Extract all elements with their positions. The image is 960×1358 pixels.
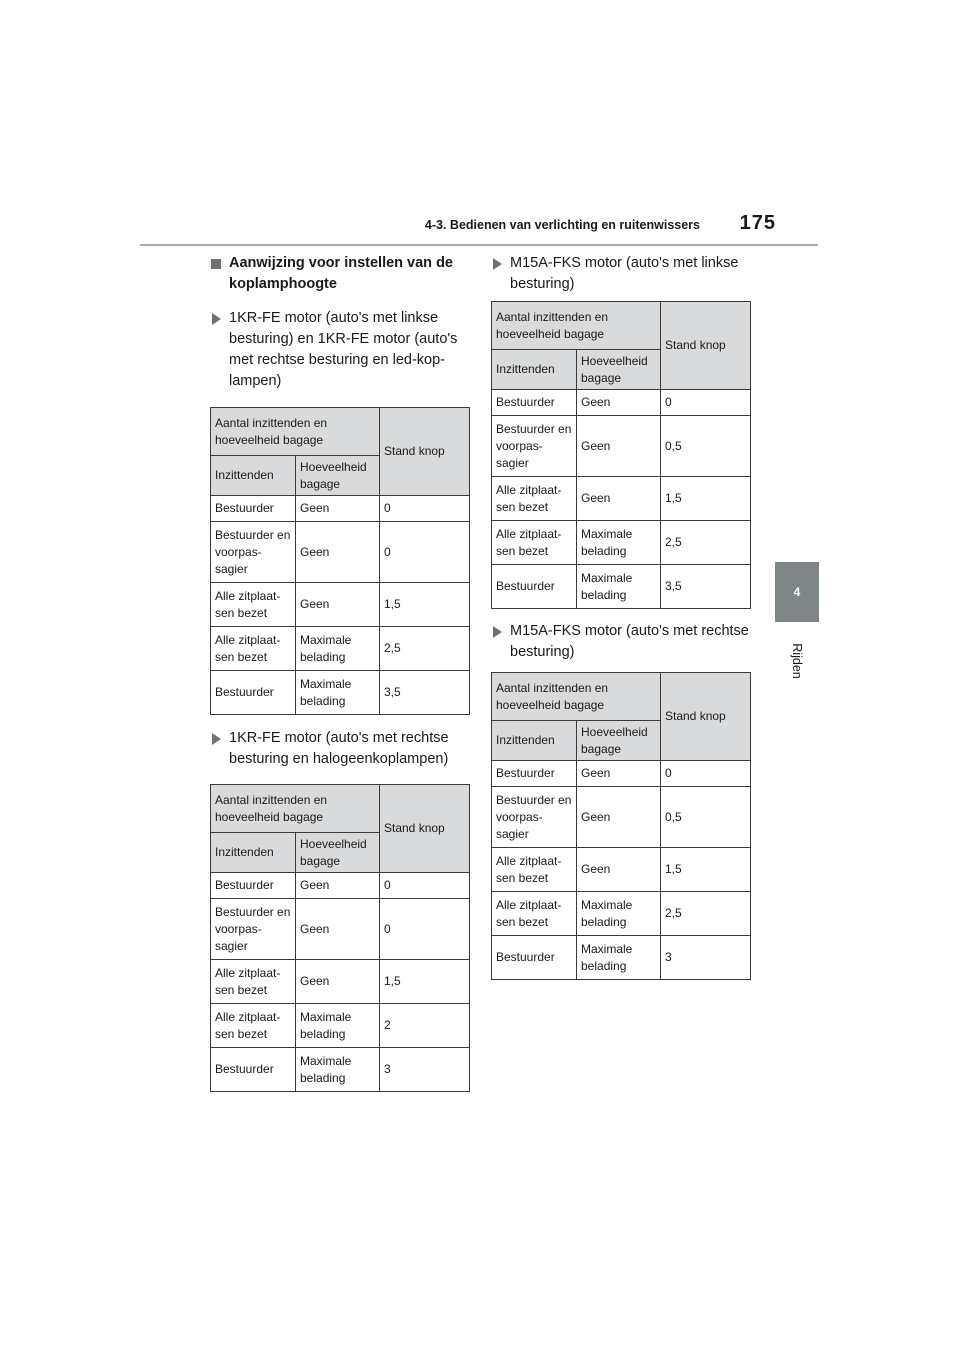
header-knob-position: Stand knop (661, 673, 751, 761)
cell-knob-position: 1,5 (380, 960, 470, 1004)
header-occupants-luggage: Aantal inzittenden en hoeveelheid bagage (492, 673, 661, 721)
table-row (211, 899, 470, 960)
cell-occupants: Bestuurder (492, 390, 577, 416)
cell-knob-position: 0 (661, 390, 751, 416)
header-occupants: Inzittenden (211, 456, 296, 496)
cell-occupants: Bestuurder (211, 496, 296, 522)
cell-occupants: Bestuurder (492, 761, 577, 787)
cell-knob-position: 3,5 (380, 671, 470, 715)
cell-knob-position: 0 (380, 873, 470, 899)
cell-occupants: Alle zitplaat-sen bezet (211, 583, 296, 627)
cell-occupants: Bestuurder (492, 565, 577, 609)
left-column (210, 253, 470, 1092)
table-row (492, 761, 751, 787)
subheading-1kr-rhd-halogen (210, 728, 470, 770)
cell-knob-position: 1,5 (380, 583, 470, 627)
table-header-row (492, 302, 751, 350)
cell-knob-position: 1,5 (661, 477, 751, 521)
triangle-bullet-icon (493, 626, 502, 638)
cell-luggage: Geen (577, 390, 661, 416)
header-knob-position: Stand knop (380, 785, 470, 873)
table-row (492, 848, 751, 892)
cell-occupants: Alle zitplaat-sen bezet (211, 960, 296, 1004)
table-header-row (211, 785, 470, 833)
table-row (211, 960, 470, 1004)
subheading-text: 1KR-FE motor (auto's met rechtse besturing en halogeenkoplampen) (229, 730, 449, 767)
chapter-label: Rijden (790, 643, 804, 679)
table-row (211, 873, 470, 899)
cell-occupants: Bestuurder en voorpas-sagier (492, 787, 577, 848)
section-heading (210, 253, 470, 295)
cell-luggage: Geen (296, 583, 380, 627)
header-occupants: Inzittenden (492, 721, 577, 761)
cell-luggage: Geen (296, 899, 380, 960)
table-row (211, 522, 470, 583)
table-header-row (211, 408, 470, 456)
spec-table-1kr-lhd (210, 407, 470, 715)
subheading-m15a-rhd (491, 621, 751, 663)
spec-table-m15a-lhd (491, 301, 751, 609)
header-knob-position: Stand knop (661, 302, 751, 390)
cell-occupants: Alle zitplaat-sen bezet (211, 1004, 296, 1048)
header-occupants: Inzittenden (211, 833, 296, 873)
header-occupants-luggage: Aantal inzittenden en hoeveelheid bagage (211, 408, 380, 456)
cell-knob-position: 2,5 (661, 892, 751, 936)
cell-luggage: Geen (577, 416, 661, 477)
subheading-m15a-lhd (491, 253, 751, 295)
table-row (211, 1048, 470, 1092)
cell-luggage: Geen (577, 848, 661, 892)
cell-knob-position: 2,5 (661, 521, 751, 565)
table-row (492, 892, 751, 936)
triangle-bullet-icon (212, 733, 221, 745)
cell-luggage: Geen (296, 873, 380, 899)
cell-occupants: Alle zitplaat-sen bezet (492, 892, 577, 936)
table-row (211, 627, 470, 671)
cell-occupants: Bestuurder (492, 936, 577, 980)
table-row (492, 416, 751, 477)
cell-luggage: Geen (296, 496, 380, 522)
table-row (492, 477, 751, 521)
page-number: 175 (739, 212, 776, 234)
cell-luggage: Geen (296, 960, 380, 1004)
table-row (492, 390, 751, 416)
cell-knob-position: 0 (380, 899, 470, 960)
header-luggage: Hoeveelheid bagage (296, 833, 380, 873)
cell-knob-position: 3 (380, 1048, 470, 1092)
header-luggage: Hoeveelheid bagage (577, 721, 661, 761)
header-occupants: Inzittenden (492, 350, 577, 390)
cell-occupants: Alle zitplaat-sen bezet (492, 477, 577, 521)
square-bullet-icon (211, 259, 221, 269)
header-knob-position: Stand knop (380, 408, 470, 496)
cell-luggage: Geen (577, 761, 661, 787)
cell-luggage: Maximale belading (296, 627, 380, 671)
cell-knob-position: 1,5 (661, 848, 751, 892)
cell-knob-position: 2,5 (380, 627, 470, 671)
subheading-text: M15A-FKS motor (auto's met linkse besturing) (510, 255, 739, 292)
table-header-row (492, 673, 751, 721)
cell-luggage: Maximale belading (296, 671, 380, 715)
section-title: 4-3. Bedienen van verlichting en ruitenwissers (424, 218, 700, 232)
header-occupants-luggage: Aantal inzittenden en hoeveelheid bagage (492, 302, 661, 350)
chapter-tab: 4 (775, 562, 819, 622)
cell-occupants: Bestuurder (211, 873, 296, 899)
cell-knob-position: 0 (380, 522, 470, 583)
cell-occupants: Bestuurder en voorpas-sagier (211, 899, 296, 960)
table-row (492, 521, 751, 565)
subheading-text: 1KR-FE motor (auto's met linkse besturing) en 1KR-FE motor (auto's met rechtse besturing en led-kop-lampen) (229, 310, 458, 389)
spec-table-m15a-rhd (491, 672, 751, 980)
cell-luggage: Geen (577, 787, 661, 848)
cell-knob-position: 0 (661, 761, 751, 787)
cell-occupants: Bestuurder (211, 1048, 296, 1092)
cell-occupants: Bestuurder en voorpas-sagier (492, 416, 577, 477)
subheading-text: M15A-FKS motor (auto's met rechtse besturing) (510, 623, 749, 660)
cell-luggage: Maximale belading (577, 521, 661, 565)
table-row (492, 936, 751, 980)
table-row (211, 1004, 470, 1048)
table-row (211, 671, 470, 715)
cell-occupants: Alle zitplaat-sen bezet (211, 627, 296, 671)
header-occupants-luggage: Aantal inzittenden en hoeveelheid bagage (211, 785, 380, 833)
cell-luggage: Maximale belading (577, 565, 661, 609)
cell-knob-position: 0,5 (661, 787, 751, 848)
cell-occupants: Alle zitplaat-sen bezet (492, 848, 577, 892)
cell-occupants: Bestuurder en voorpas-sagier (211, 522, 296, 583)
table-row (492, 565, 751, 609)
header-divider (140, 244, 818, 246)
cell-knob-position: 0 (380, 496, 470, 522)
table-row (211, 496, 470, 522)
cell-luggage: Maximale belading (577, 936, 661, 980)
header-luggage: Hoeveelheid bagage (577, 350, 661, 390)
cell-luggage: Maximale belading (296, 1048, 380, 1092)
subheading-1kr-lhd (210, 308, 470, 392)
table-row (492, 787, 751, 848)
right-column (491, 253, 751, 980)
table-row (211, 583, 470, 627)
cell-luggage: Geen (577, 477, 661, 521)
cell-luggage: Maximale belading (296, 1004, 380, 1048)
cell-occupants: Bestuurder (211, 671, 296, 715)
cell-knob-position: 2 (380, 1004, 470, 1048)
cell-knob-position: 0,5 (661, 416, 751, 477)
cell-occupants: Alle zitplaat-sen bezet (492, 521, 577, 565)
header-luggage: Hoeveelheid bagage (296, 456, 380, 496)
cell-knob-position: 3 (661, 936, 751, 980)
heading-text: Aanwijzing voor instellen van de koplamphoogte (229, 255, 453, 292)
cell-luggage: Maximale belading (577, 892, 661, 936)
spec-table-1kr-rhd-halogen (210, 784, 470, 1092)
triangle-bullet-icon (493, 258, 502, 270)
cell-knob-position: 3,5 (661, 565, 751, 609)
cell-luggage: Geen (296, 522, 380, 583)
triangle-bullet-icon (212, 313, 221, 325)
